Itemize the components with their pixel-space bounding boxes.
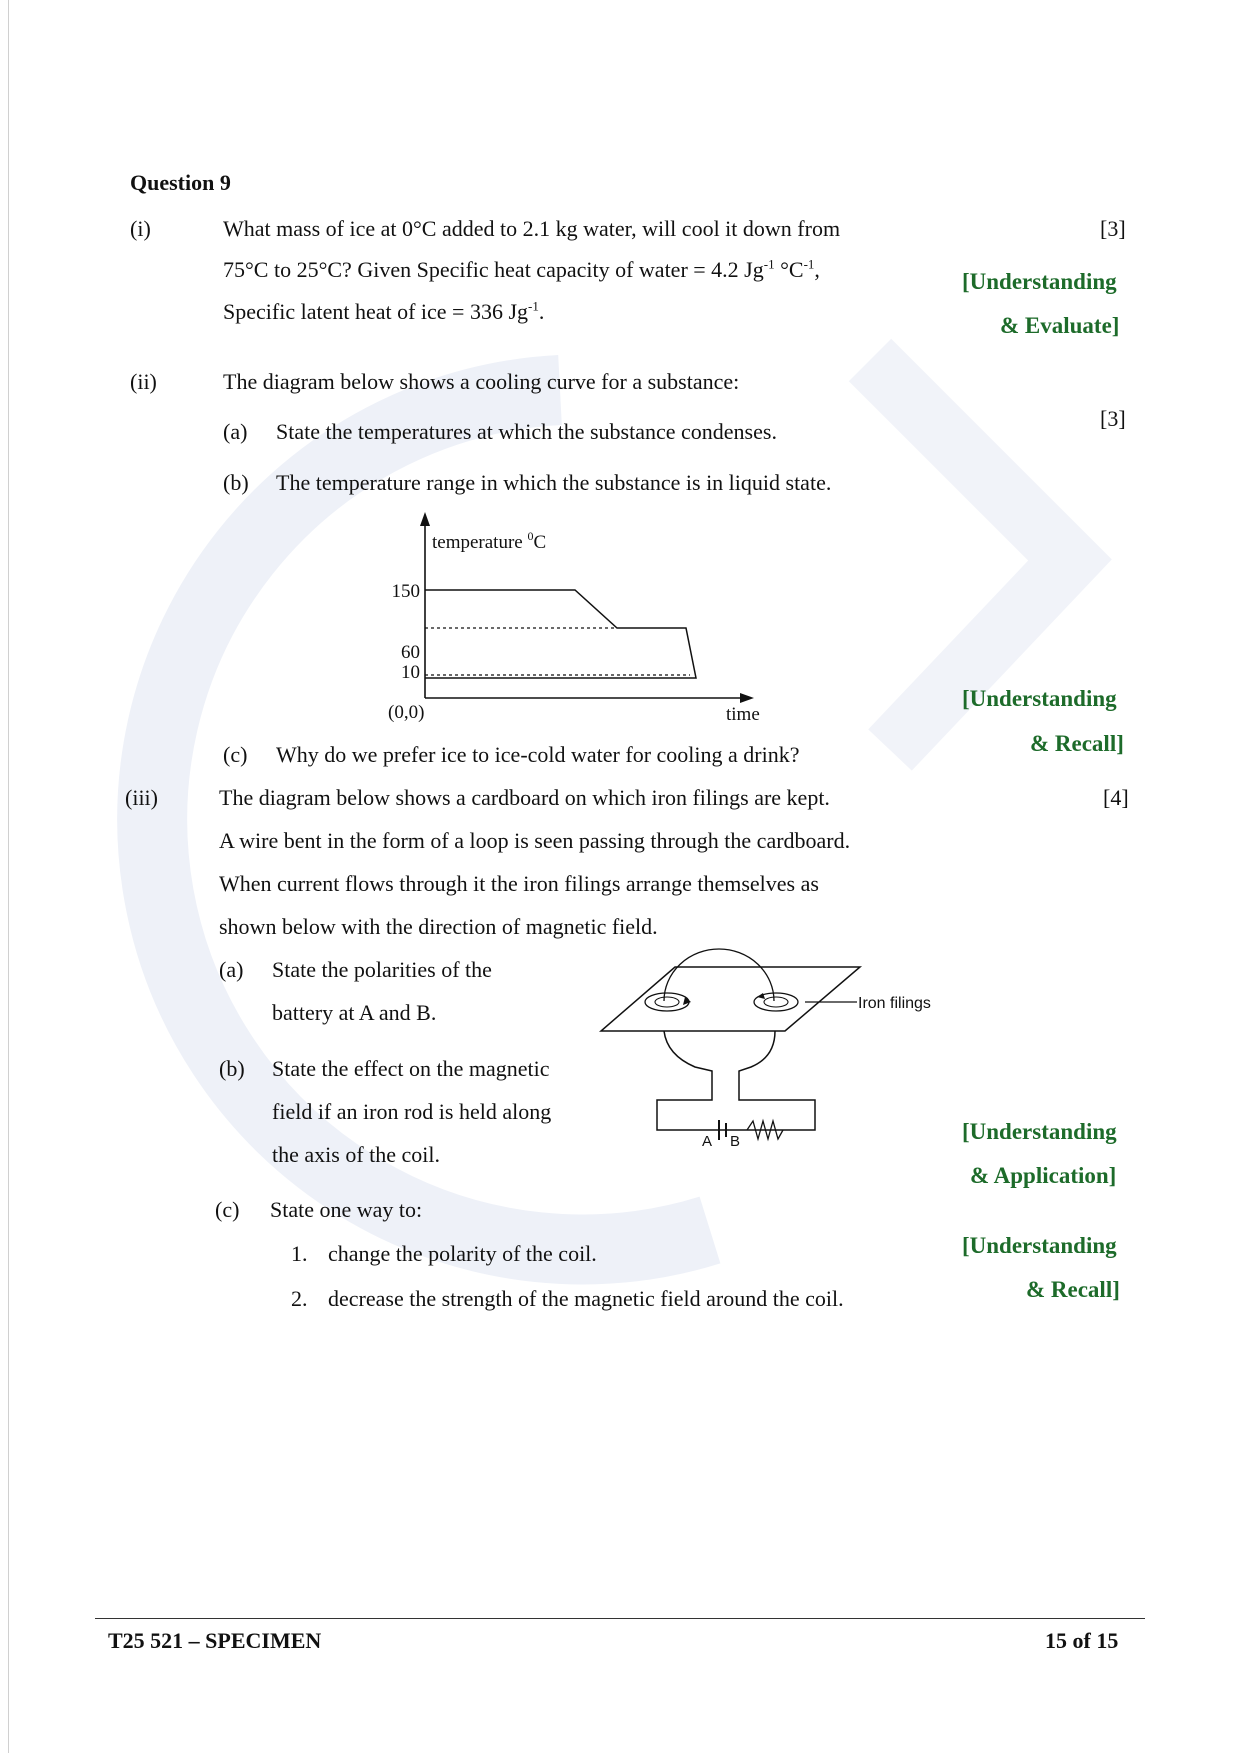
part-ii-intro: The diagram below shows a cooling curve for a substance: bbox=[223, 369, 740, 394]
footer-rule bbox=[95, 1618, 1145, 1619]
part-i-marks: [3] bbox=[1100, 216, 1126, 241]
part-iii-b-line-1: State the effect on the magnetic bbox=[272, 1056, 550, 1081]
part-ii-a-label: (a) bbox=[223, 419, 248, 444]
y-axis-label: temperature $^0$C bbox=[432, 529, 547, 553]
part-iii-a-line-1: State the polarities of the bbox=[272, 957, 492, 982]
part-iii-line-1: The diagram below shows a cardboard on which iron filings are kept. bbox=[219, 785, 830, 810]
part-iii-tag2-line-2: & Recall] bbox=[1026, 1277, 1120, 1302]
part-iii-b-label: (b) bbox=[219, 1056, 245, 1081]
part-iii-b-line-2: field if an iron rod is held along bbox=[272, 1099, 552, 1124]
part-iii-c2-number: 2. bbox=[291, 1286, 308, 1311]
part-i-line-1: What mass of ice at 0°C added to 2.1 kg water, will cool it down from bbox=[223, 216, 841, 241]
part-iii-a-label: (a) bbox=[219, 957, 244, 982]
x-axis-label: time bbox=[726, 704, 760, 725]
part-iii-number: (iii) bbox=[125, 785, 158, 810]
field-circle-right-inner bbox=[764, 997, 788, 1007]
part-iii-c1-text: change the polarity of the coil. bbox=[328, 1241, 597, 1266]
wire-circuit bbox=[657, 1031, 815, 1130]
part-ii-c-text: Why do we prefer ice to ice-cold water for cooling a drink? bbox=[276, 742, 800, 767]
part-ii-tag-line-2: & Recall] bbox=[1030, 731, 1124, 756]
part-iii-tag2-line-1: [Understanding bbox=[962, 1233, 1117, 1258]
tick-label-150: 150 bbox=[391, 581, 420, 602]
part-iii-line-2: A wire bent in the form of a loop is seen passing through the cardboard. bbox=[219, 828, 851, 853]
part-iii-tag1-line-1: [Understanding bbox=[962, 1119, 1117, 1144]
part-iii-line-3: When current flows through it the iron filings arrange themselves as bbox=[219, 871, 819, 896]
terminal-label-a: A bbox=[702, 1133, 713, 1150]
terminal-label-b: B bbox=[730, 1133, 741, 1150]
x-axis-arrow bbox=[740, 693, 754, 703]
part-iii-c2-text: decrease the strength of the magnetic field around the coil. bbox=[328, 1286, 844, 1311]
coil-loop-top bbox=[664, 949, 774, 1001]
tick-label-10: 10 bbox=[401, 662, 420, 683]
question-title: Question 9 bbox=[130, 170, 231, 195]
part-iii-line-4: shown below with the direction of magnetic field. bbox=[219, 914, 658, 939]
part-ii-c-label: (c) bbox=[223, 742, 248, 767]
footer-page-number: 15 of 15 bbox=[1045, 1628, 1119, 1653]
field-circle-left bbox=[645, 993, 689, 1011]
origin-label: (0,0) bbox=[388, 702, 425, 723]
part-i-line-3: Specific latent heat of ice = 336 $Jg^{-1}$. bbox=[223, 298, 545, 324]
part-i-number: (i) bbox=[130, 216, 151, 241]
part-i-tag-line-2: & Evaluate] bbox=[1000, 313, 1120, 338]
part-iii-marks: [4] bbox=[1103, 785, 1129, 810]
part-iii-c-label: (c) bbox=[215, 1197, 240, 1222]
cardboard-outline bbox=[601, 967, 860, 1031]
part-iii-b-line-3: the axis of the coil. bbox=[272, 1142, 441, 1167]
part-ii-b-text: The temperature range in which the substance is in liquid state. bbox=[276, 470, 832, 495]
cooling-curve-graph bbox=[370, 510, 780, 730]
part-ii-b-label: (b) bbox=[223, 470, 249, 495]
part-ii-number: (ii) bbox=[130, 369, 157, 394]
part-ii-tag-line-1: [Understanding bbox=[962, 686, 1117, 711]
part-i-tag-line-1: [Understanding bbox=[962, 269, 1117, 294]
iron-filings-label: Iron filings bbox=[858, 995, 931, 1012]
part-ii-a-text: State the temperatures at which the substance condenses. bbox=[276, 419, 777, 444]
part-i-line-2: 75°C to 25°C? Given Specific heat capacity of water = 4.2 $Jg^{-1}$ $^\circ C^{-1}$, bbox=[223, 256, 820, 282]
coil-cardboard-diagram bbox=[595, 945, 955, 1155]
part-iii-a-line-2: battery at A and B. bbox=[272, 1000, 437, 1025]
tick-label-60: 60 bbox=[401, 642, 420, 663]
part-iii-tag1-line-2: & Application] bbox=[970, 1163, 1117, 1188]
cooling-curve-line bbox=[425, 590, 696, 678]
y-axis-arrow bbox=[420, 512, 430, 526]
page-edge-line bbox=[8, 0, 9, 1753]
field-circle-left-inner bbox=[655, 997, 679, 1007]
part-iii-c1-number: 1. bbox=[291, 1241, 308, 1266]
footer-code: T25 521 – SPECIMEN bbox=[108, 1628, 322, 1653]
part-iii-c-text: State one way to: bbox=[270, 1197, 423, 1222]
part-ii-marks: [3] bbox=[1100, 406, 1126, 431]
